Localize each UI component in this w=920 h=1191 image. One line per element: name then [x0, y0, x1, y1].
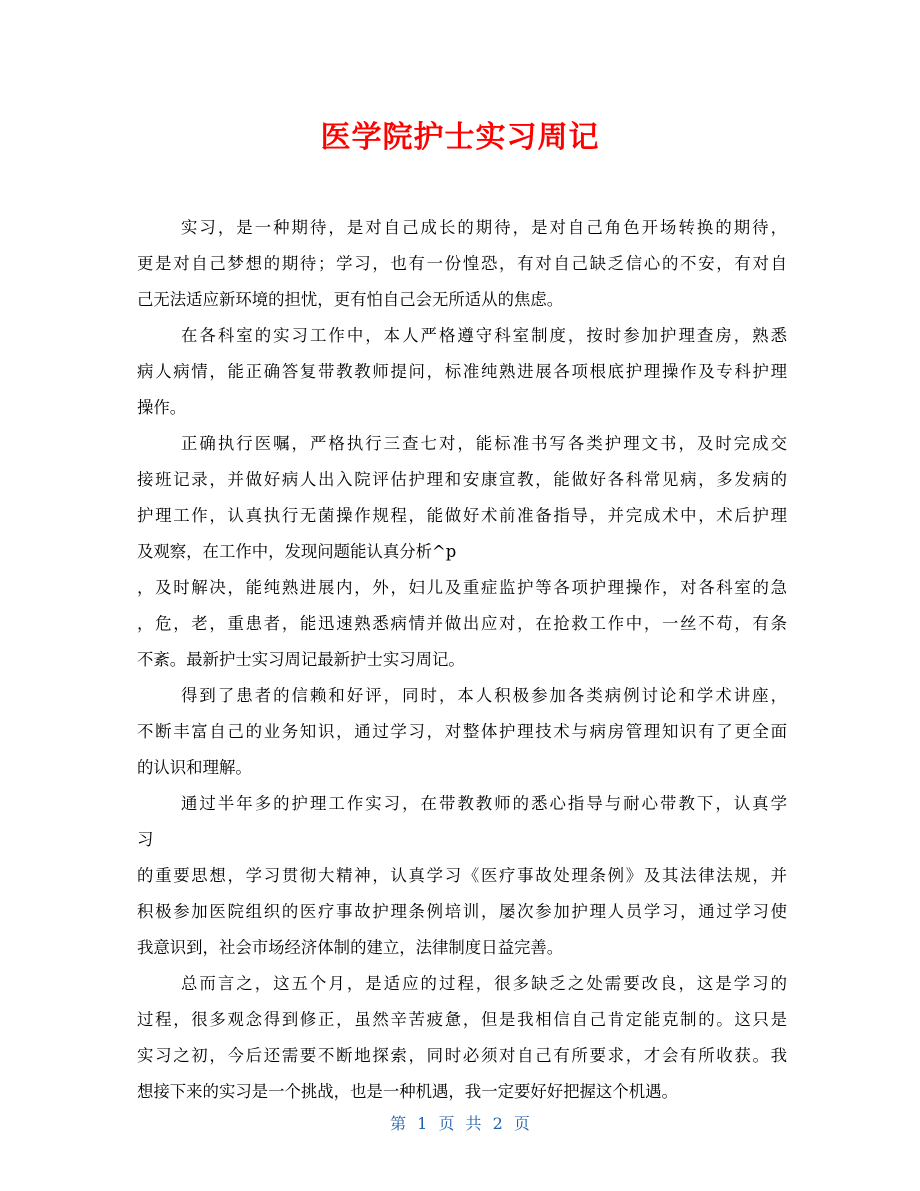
text-line: 通过半年多的护理工作实习，在带教教师的悉心指导与耐心带教下，认真学: [181, 794, 787, 813]
text-line: 实习之初，今后还需要不断地探索，同时必须对自己有所要求，才会有所收获。我: [137, 1046, 787, 1065]
text-line: 想接下来的实习是一个挑战，也是一种机遇，我一定要好好把握这个机遇。: [137, 1082, 678, 1101]
text-line: 过程，很多观念得到修正，虽然辛苦疲惫，但是我相信自己肯定能克制的。这只是: [137, 1010, 787, 1029]
text-line: 不紊。最新护士实习周记最新护士实习周记。: [137, 650, 465, 669]
text-line: 接班记录，并做好病人出入院评估护理和安康宣教，能做好各科常见病，多发病的: [137, 470, 787, 489]
text-line: 的认识和理解。: [137, 758, 252, 777]
text-line: 正确执行医嘱，严格执行三查七对，能标准书写各类护理文书，及时完成交: [181, 434, 787, 453]
text-line: 更是对自己梦想的期待；学习，也有一份惶恐，有对自己缺乏信心的不安，有对自: [137, 254, 787, 273]
text-line: 病人病情，能正确答复带教教师提问，标准纯熟进展各项根底护理操作及专科护理: [137, 362, 787, 381]
document-title: 医学院护士实习周记: [320, 120, 600, 155]
text-line: 及观察，在工作中，发现问题能认真分析^p: [137, 542, 457, 561]
text-line: 不断丰富自己的业务知识，通过学习，对整体护理技术与病房管理知识有了更全面: [137, 722, 787, 741]
text-line: 操作。: [137, 398, 187, 417]
text-line: 得到了患者的信赖和好评，同时，本人积极参加各类病例讨论和学术讲座，: [181, 686, 787, 705]
text-line: 我意识到，社会市场经济体制的建立，法律制度日益完善。: [137, 938, 564, 957]
text-line: ，危，老，重患者，能迅速熟悉病情并做出应对，在抢救工作中，一丝不苟，有条: [137, 614, 787, 633]
text-line: ，及时解决，能纯熟进展内，外，妇儿及重症监护等各项护理操作，对各科室的急: [137, 578, 787, 597]
text-line: 积极参加医院组织的医疗事故护理条例培训，屡次参加护理人员学习，通过学习使: [137, 902, 787, 921]
text-line: 己无法适应新环境的担忧，更有怕自己会无所适从的焦虑。: [137, 290, 564, 309]
text-line: 总而言之，这五个月，是适应的过程，很多缺乏之处需要改良，这是学习的: [181, 974, 787, 993]
text-line: 习: [137, 830, 154, 849]
text-line: 实习，是一种期待，是对自己成长的期待，是对自己角色开场转换的期待，: [181, 218, 787, 237]
text-line: 的重要思想，学习贯彻大精神，认真学习《医疗事故处理条例》及其法律法规，并: [137, 866, 787, 885]
page-number: 第 1 页 共 2 页: [390, 1114, 530, 1133]
text-line: 在各科室的实习工作中，本人严格遵守科室制度，按时参加护理查房，熟悉: [181, 326, 787, 345]
text-line: 护理工作，认真执行无菌操作规程，能做好术前准备指导，并完成术中，术后护理: [137, 506, 787, 525]
